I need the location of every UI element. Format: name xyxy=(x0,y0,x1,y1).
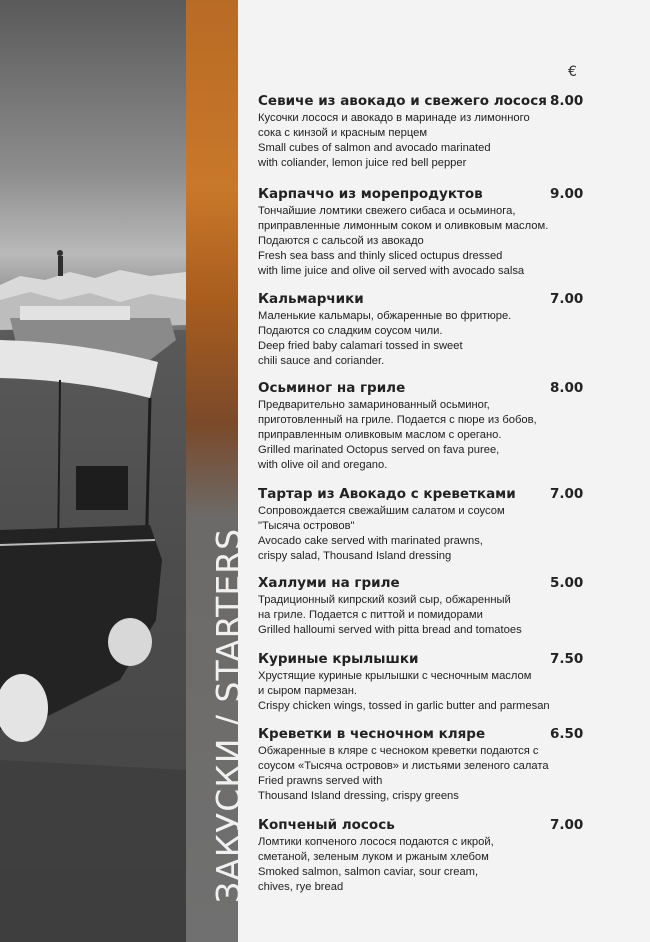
item-description: приготовленный на гриле. Подается с пюре из бобов, xyxy=(258,414,537,426)
item-description: Deep fried baby calamari tossed in sweet xyxy=(258,340,463,352)
menu-item xyxy=(258,574,584,638)
item-price: 5.00 xyxy=(550,575,584,591)
item-description: Подаются со сладким соусом чили. xyxy=(258,325,443,337)
item-name: Куриные крылышки xyxy=(258,651,419,667)
item-description: Thousand Island dressing, crispy greens xyxy=(258,790,459,802)
item-name: Кальмарчики xyxy=(258,291,364,307)
section-title-vertical: ЗАКУСКИ / STARTERS xyxy=(209,527,248,903)
item-price: 7.00 xyxy=(550,486,584,502)
item-price: 8.00 xyxy=(550,93,584,109)
item-name: Севиче из авокадо и свежего лосося xyxy=(258,93,547,109)
item-name: Халлуми на гриле xyxy=(258,575,400,591)
item-description: Grilled marinated Octopus served on fava puree, xyxy=(258,444,500,456)
item-description: Подаются с сальсой из авокадо xyxy=(258,235,424,247)
item-description: Кусочки лосося и авокадо в маринаде из лимонного xyxy=(258,112,530,124)
item-name: Креветки в чесночном кляре xyxy=(258,726,486,742)
item-description: Предварительно замаринованный осьминог, xyxy=(258,399,490,411)
item-description: Fried prawns served with xyxy=(258,775,383,787)
item-price: 6.50 xyxy=(550,726,584,742)
item-description: with olive oil and oregano. xyxy=(258,459,388,471)
item-description: with coliander, lemon juice red bell pepper xyxy=(258,157,467,169)
item-description: Grilled halloumi served with pitta bread and tomatoes xyxy=(258,624,522,636)
menu-item xyxy=(258,816,584,895)
item-description: сметаной, зеленым луком и ржаным хлебом xyxy=(258,851,489,863)
item-description: приправленные лимонным соком и оливковым маслом. xyxy=(258,220,549,232)
item-name: Карпаччо из морепродуктов xyxy=(258,186,483,202)
item-description: chives, rye bread xyxy=(258,881,344,893)
menu-item xyxy=(258,185,584,279)
menu-item xyxy=(258,485,584,564)
item-description: "Тысяча островов" xyxy=(258,520,355,532)
item-description: Smoked salmon, salmon caviar, sour cream, xyxy=(258,866,479,878)
menu-item xyxy=(258,725,584,804)
item-description: crispy salad, Thousand Island dressing xyxy=(258,550,452,562)
item-description: на гриле. Подается с питтой и помидорами xyxy=(258,609,483,621)
item-price: 7.50 xyxy=(550,651,584,667)
item-description: Обжаренные в кляре с чесноком креветки подаются с xyxy=(258,745,539,757)
item-price: 7.00 xyxy=(550,817,584,833)
item-description: Avocado cake served with marinated prawns, xyxy=(258,535,483,547)
item-price: 8.00 xyxy=(550,380,584,396)
item-description: соусом «Тысяча островов» и листьями зеленого салата xyxy=(258,760,549,772)
item-description: with lime juice and olive oil served with avocado salsa xyxy=(258,265,525,277)
menu-item xyxy=(258,650,584,714)
item-description: Хрустящие куриные крылышки с чесночным маслом xyxy=(258,670,532,682)
item-description: сока с кинзой и красным перцем xyxy=(258,127,428,139)
item-description: Сопровождается свежайшим салатом и соусом xyxy=(258,505,505,517)
item-description: Fresh sea bass and thinly sliced octupus dressed xyxy=(258,250,503,262)
currency-symbol: € xyxy=(568,64,577,80)
menu-item xyxy=(258,290,584,369)
item-description: Ломтики копченого лосося подаются с икрой, xyxy=(258,836,494,848)
item-price: 7.00 xyxy=(550,291,584,307)
item-description: Тончайшие ломтики свежего сибаса и осьминога, xyxy=(258,205,516,217)
boat-illustration xyxy=(0,0,186,942)
menu-item xyxy=(258,92,584,171)
item-description: Маленькие кальмары, обжаренные во фритюре. xyxy=(258,310,512,322)
item-name: Осьминог на гриле xyxy=(258,380,406,396)
item-description: Crispy chicken wings, tossed in garlic butter and parmesan xyxy=(258,700,550,712)
harbor-boat-photo xyxy=(0,0,186,942)
item-description: приправленным оливковым маслом с орегано. xyxy=(258,429,502,441)
menu-item xyxy=(258,379,584,473)
item-name: Тартар из Авокадо с креветками xyxy=(258,486,516,502)
item-description: Small cubes of salmon and avocado marinated xyxy=(258,142,491,154)
item-price: 9.00 xyxy=(550,186,584,202)
item-description: и сыром пармезан. xyxy=(258,685,358,697)
item-description: chili sauce and coriander. xyxy=(258,355,385,367)
item-name: Копченый лосось xyxy=(258,817,395,833)
item-description: Традиционный кипрский козий сыр, обжаренный xyxy=(258,594,511,606)
